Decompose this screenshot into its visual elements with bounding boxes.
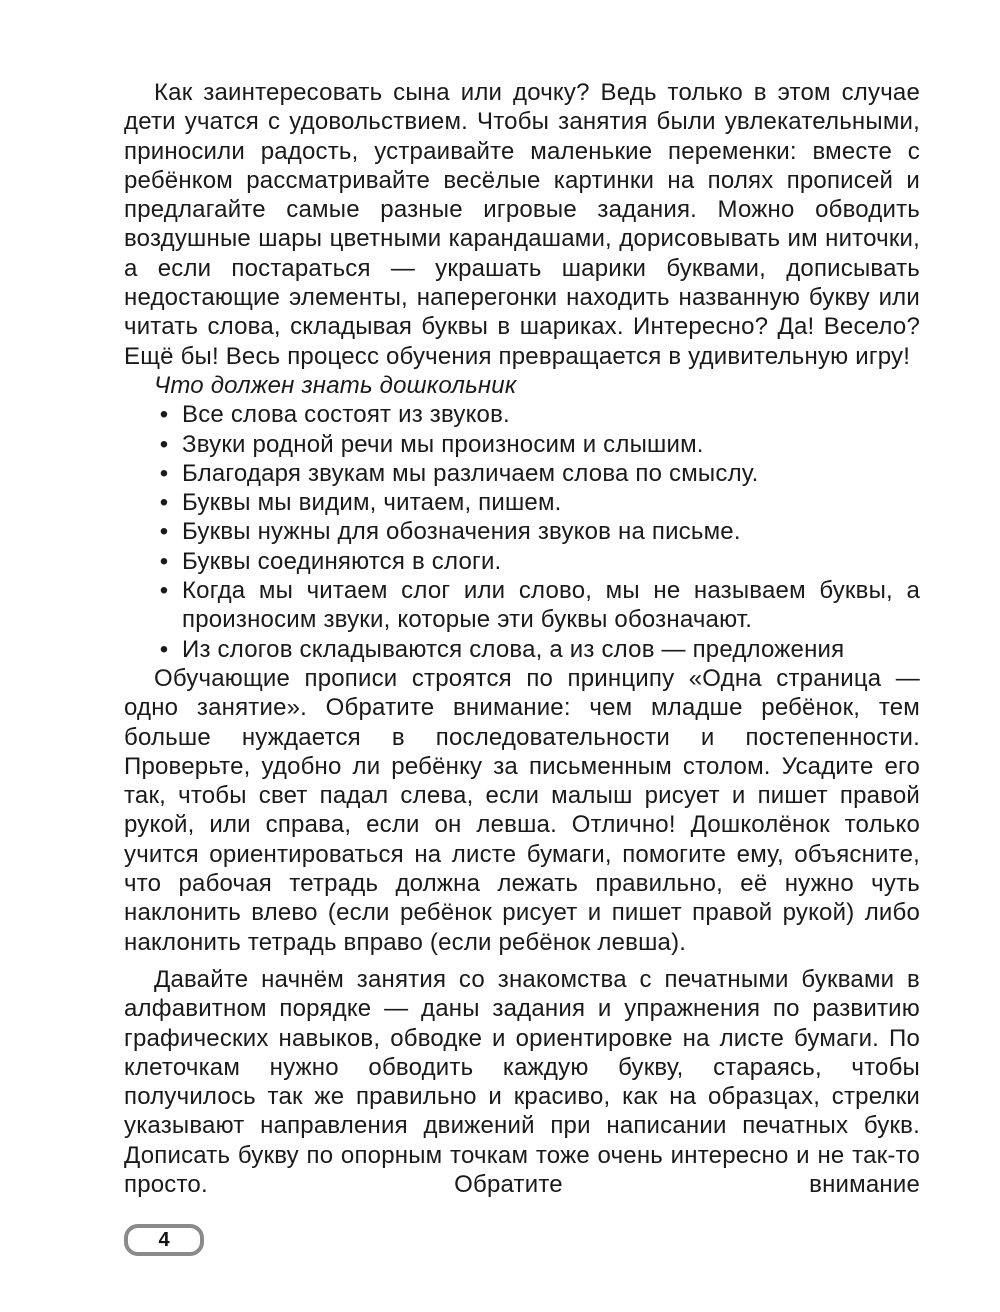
bullet-icon: • [159,577,169,605]
bullet-text: Благодаря звукам мы различаем слова по смыслу. [182,459,759,487]
paragraph-intro: Как заинтересовать сына или дочку? Ведь только в этом случае дети учатся с удовольствием. Чтобы занятия были увлекательными, приносили радость, устраивайте маленькие переменки: вместе с ребёнком рассматривайте весёлые картинки на полях прописей и предлагайте самые разные игровые задания. Можно обводить воздушные шары цветными карандашами, дорисовывать им ниточки, а если постараться — украшать шарики буквами, дописывать недостающие элементы, наперегонки находить названную букву или читать слова, складывая буквы в шариках. Интересно? Да! Весело? Ещё бы! Весь процесс обучения превращается в удивительную игру! [124,79,920,370]
bullet-item [124,430,920,459]
bullet-icon: • [159,459,169,487]
bullet-icon: • [159,430,169,458]
page-number: 4 [124,1224,204,1256]
bullet-text: Когда мы читаем слог или слово, мы не называем буквы, а произносим звуки, которые эти буквы обозначают. [182,577,920,634]
bullet-icon: • [159,635,169,663]
bullet-item [124,635,920,664]
bullet-item [124,576,920,635]
bullet-text: Из слогов складываются слова, а из слов — предложения [182,635,845,663]
section-subheading: Что должен знать дошкольник [154,371,517,399]
bullet-text: Буквы мы видим, читаем, пишем. [182,489,562,517]
bullet-text: Буквы соединяются в слоги. [182,547,502,575]
bullet-icon: • [159,547,169,575]
page-body [124,78,920,1199]
knowledge-bullet-list [124,400,920,664]
bullet-icon: • [159,518,169,546]
paragraph-gap [124,957,920,965]
bullet-icon: • [159,489,169,517]
paragraph-letters: Давайте начнём занятия со знакомства с печатными буквами в алфавитном порядке — даны задания и упражнения по развитию графических навыков, обводке и ориентировке на листе бумаги. По клеточкам нужно обводить каждую букву, стараясь, чтобы получилось так же правильно и красиво, как на образцах, стрелки указывают направления движений при написании печатных букв. Дописать букву по опорным точкам тоже очень интересно и не так-то просто. Обратите внимание [124,965,920,1198]
bullet-text: Все слова состоят из звуков. [182,401,510,429]
bullet-text: Буквы нужны для обозначения звуков на письме. [182,518,741,546]
bullet-item [124,459,920,488]
bullet-item [124,488,920,517]
bullet-text: Звуки родной речи мы произносим и слышим. [182,430,704,458]
paragraph-workbook: Обучающие прописи строятся по принципу «Одна страница — одно занятие». Обратите внимание: чем младше ребёнок, тем больше нуждается в последовательности и постепенности. Проверьте, удобно ли ребёнку за письменным столом. Усадите его так, чтобы свет падал слева, если малыш рисует и пишет правой рукой, или справа, если он левша. Отлично! Дошколёнок только учится ориентироваться на листе бумаги, помогите ему, объясните, что рабочая тетрадь должна лежать правильно, её нужно чуть наклонить влево (если ребёнок рисует и пишет правой рукой) либо наклонить тетрадь вправо (если ребёнок левша). [124,664,920,956]
bullet-item [124,517,920,546]
bullet-item [124,547,920,576]
bullet-icon: • [159,401,169,429]
bullet-item [124,400,920,429]
